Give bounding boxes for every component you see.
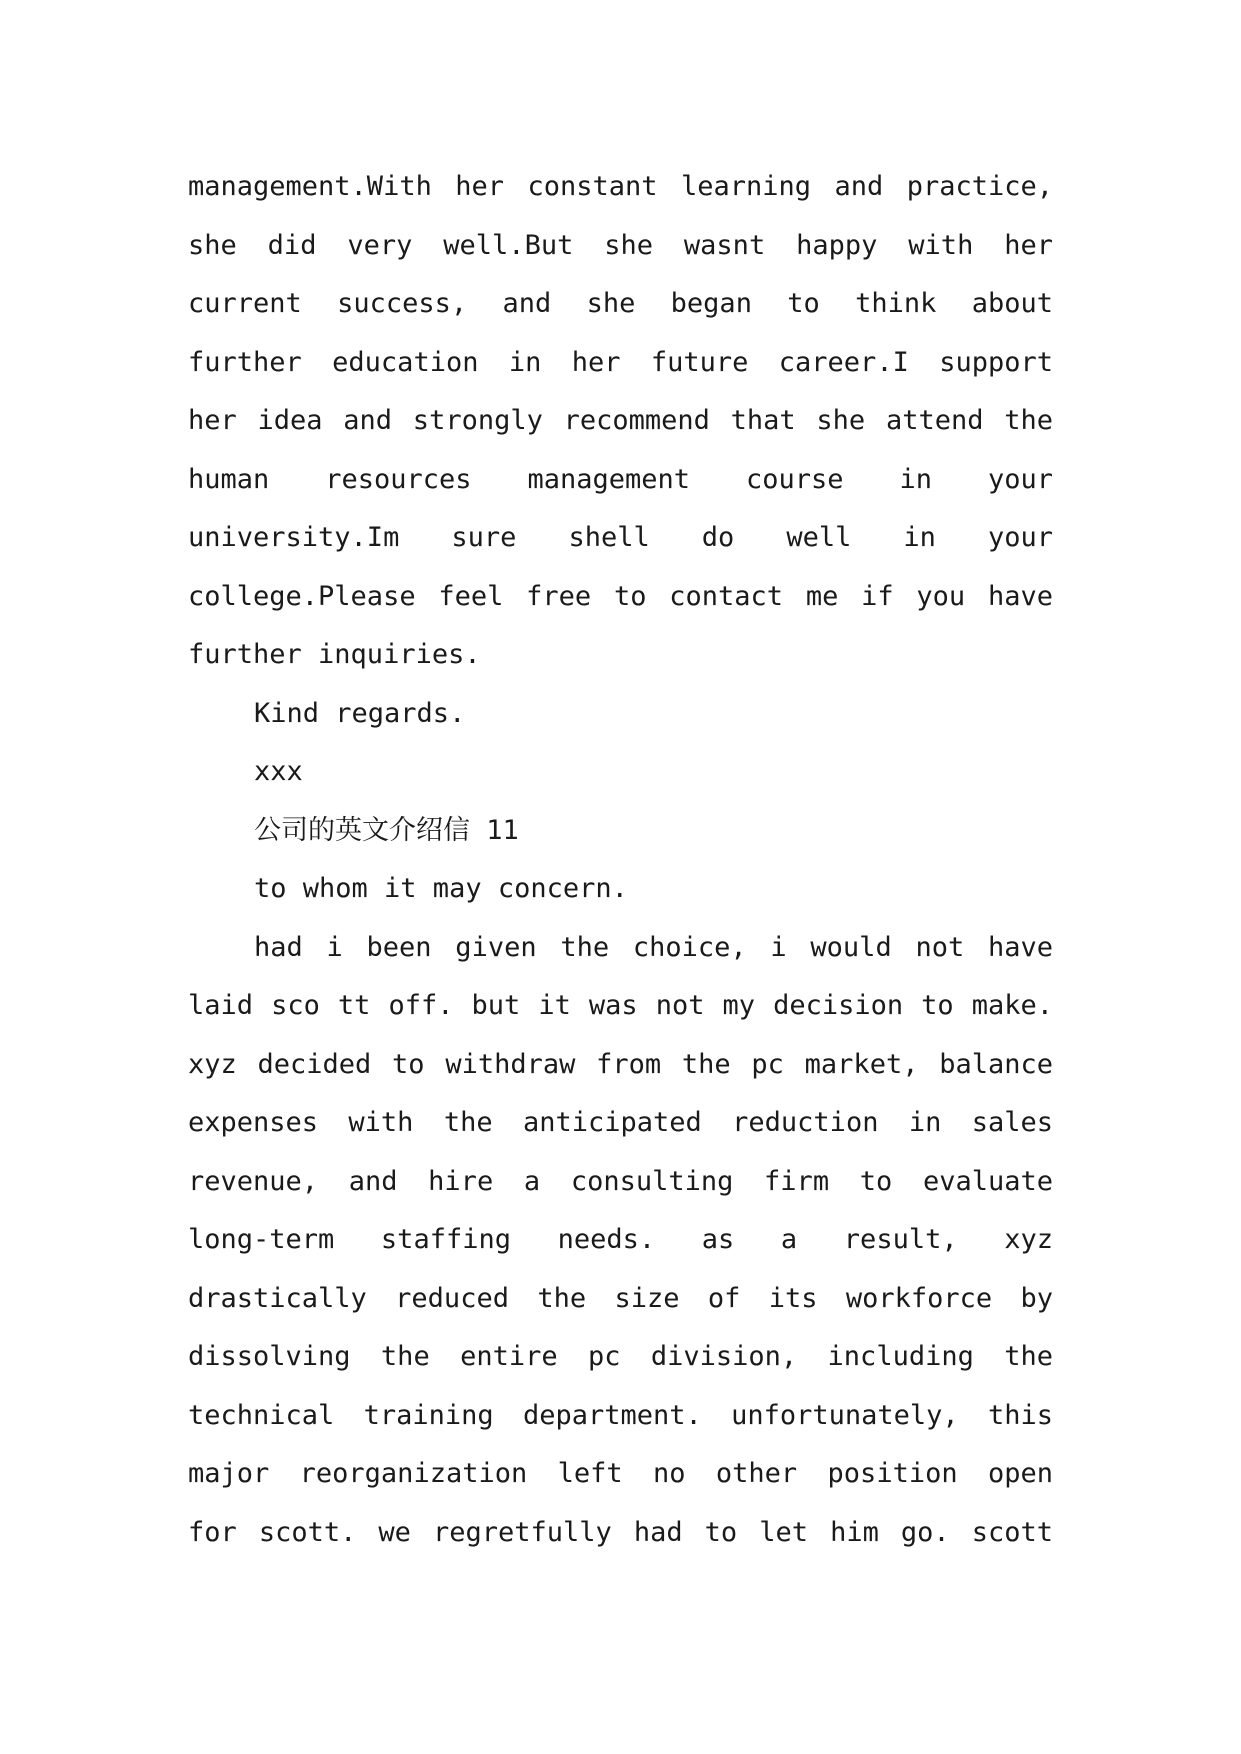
section-heading: 公司的英文介绍信 11 <box>254 814 519 846</box>
signature-line: xxx <box>254 756 303 787</box>
paragraph-line: had i been given the choice, i would not have <box>254 931 1053 963</box>
paragraph-line: drastically reduced the size of its workforce by <box>188 1282 1053 1314</box>
paragraph-line: further education in her future career.I support <box>188 346 1053 378</box>
paragraph-line: college.Please feel free to contact me if you have <box>188 580 1053 612</box>
paragraph-line: further inquiries. <box>188 639 481 670</box>
paragraph-line: human resources management course in your <box>188 463 1053 495</box>
paragraph-line: her idea and strongly recommend that she attend the <box>188 405 1053 436</box>
paragraph-line: current success, and she began to think about <box>188 288 1053 319</box>
paragraph-line: xyz decided to withdraw from the pc market, balance <box>188 1048 1053 1080</box>
paragraph-line: revenue, and hire a consulting firm to evaluate <box>188 1165 1053 1197</box>
paragraph-line: long-term staffing needs. as a result, xyz <box>188 1224 1053 1255</box>
paragraph-line: expenses with the anticipated reduction in sales <box>188 1107 1053 1138</box>
paragraph-line: major reorganization left no other position open <box>188 1458 1053 1489</box>
paragraph-line: she did very well.But she wasnt happy with her <box>188 229 1053 261</box>
paragraph-line: for scott. we regretfully had to let him go. scott <box>188 1516 1053 1548</box>
paragraph-line: dissolving the entire pc division, including the <box>188 1341 1053 1372</box>
paragraph-line: management.With her constant learning and practice, <box>188 171 1053 202</box>
closing-line: Kind regards. <box>254 697 466 729</box>
paragraph-line: laid sco tt off. but it was not my decision to make. <box>188 990 1053 1021</box>
salutation-line: to whom it may concern. <box>254 873 628 904</box>
letter-body-paragraph-1 <box>188 158 1053 1562</box>
paragraph-line: technical training department. unfortunately, this <box>188 1399 1053 1431</box>
paragraph-line: university.Im sure shell do well in your <box>188 522 1053 553</box>
